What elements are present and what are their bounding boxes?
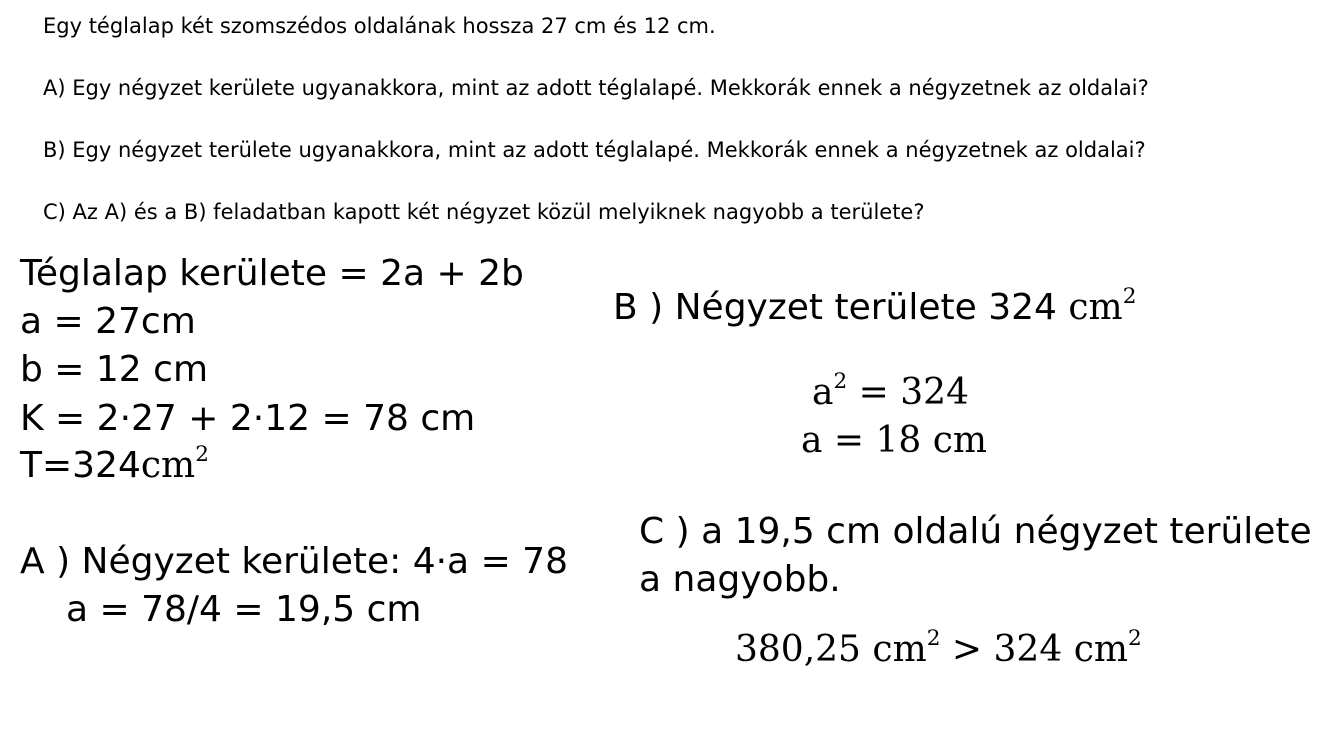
part-c-comparison	[735, 625, 1142, 670]
part-b-equation	[812, 368, 969, 413]
area-value	[20, 441, 209, 486]
side-b-value: b = 12 cm	[20, 349, 209, 390]
part-b-equation-base: a	[812, 372, 834, 413]
comparison-right: 324 cm	[993, 629, 1128, 670]
part-b-heading-unit: cm	[1068, 287, 1123, 328]
perimeter-formula: Téglalap kerülete = 2a + 2b	[20, 253, 524, 294]
comparison-left-exponent: 2	[926, 625, 941, 651]
problem-part-b: B) Egy négyzet területe ugyanakkora, mint az adott téglalapé. Mekkorák ennek a négyzetnek az oldalai?	[43, 138, 1146, 162]
area-prefix: T=324	[20, 445, 141, 486]
comparison-left: 380,25 cm	[735, 629, 927, 670]
area-unit: cm	[140, 445, 196, 486]
area-exponent: 2	[195, 441, 209, 467]
part-c-line-2: a nagyobb.	[639, 559, 841, 600]
part-b-equation-exponent: 2	[833, 368, 848, 394]
comparison-operator: >	[940, 629, 994, 670]
part-b-heading-exponent: 2	[1122, 283, 1137, 309]
side-a-value: a = 27cm	[20, 301, 196, 342]
problem-intro: Egy téglalap két szomszédos oldalának hossza 27 cm és 12 cm.	[43, 14, 716, 38]
part-b-heading-text: B ) Négyzet területe 324	[613, 287, 1069, 328]
perimeter-calculation: K = 2·27 + 2·12 = 78 cm	[20, 398, 476, 439]
part-a-equation: A ) Négyzet kerülete: 4·a = 78	[20, 541, 568, 582]
comparison-right-exponent: 2	[1128, 625, 1142, 651]
problem-part-a: A) Egy négyzet kerülete ugyanakkora, mint az adott téglalapé. Mekkorák ennek a négyzetnek az oldalai?	[43, 76, 1149, 100]
part-b-heading	[613, 283, 1137, 328]
part-b-result: a = 18 cm	[801, 420, 988, 461]
part-a-result: a = 78/4 = 19,5 cm	[66, 589, 422, 630]
problem-part-c: C) Az A) és a B) feladatban kapott két négyzet közül melyiknek nagyobb a területe?	[43, 200, 925, 224]
part-b-equation-rest: = 324	[847, 372, 969, 413]
part-c-line-1: C ) a 19,5 cm oldalú négyzet területe	[639, 511, 1312, 552]
